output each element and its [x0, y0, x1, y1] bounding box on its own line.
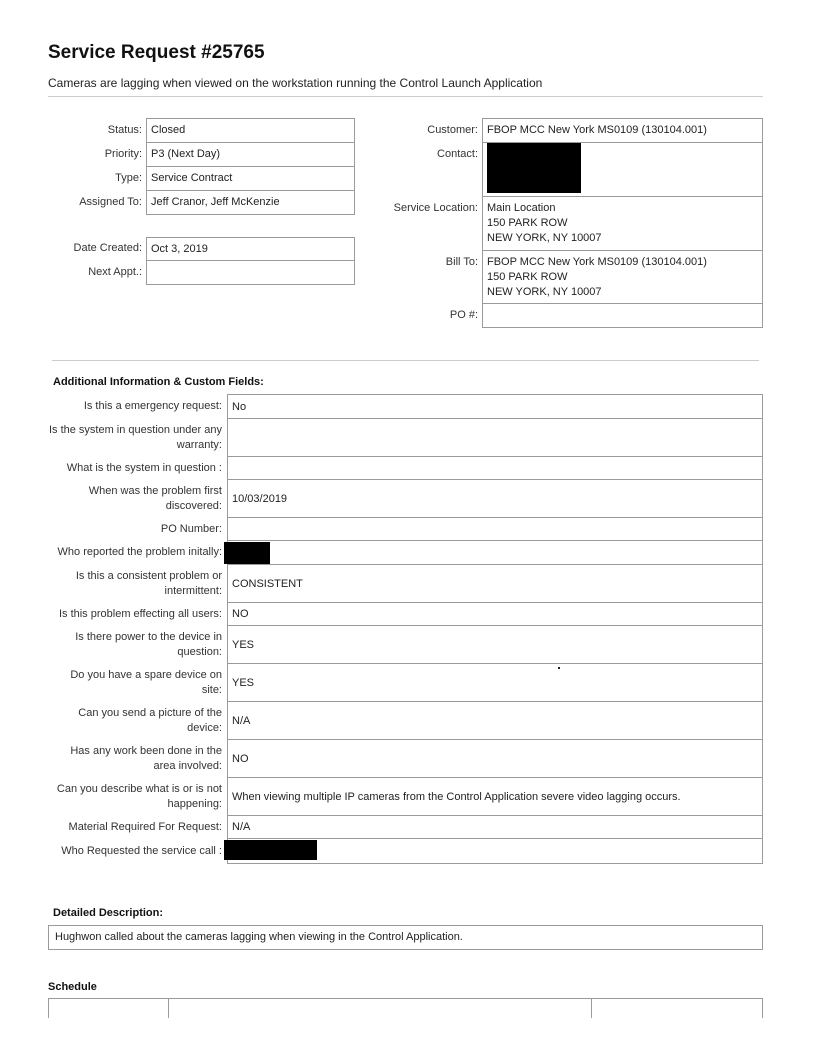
- po-label: PO #:: [449, 309, 478, 321]
- af-value-emergency: No: [227, 395, 763, 419]
- af-label-material: Material Required For Request:: [68, 820, 222, 833]
- bill-to-line-1: FBOP MCC New York MS0109 (130104.001): [487, 256, 707, 268]
- bill-to-line-2: 150 PARK ROW: [487, 271, 568, 283]
- af-label-po-number: PO Number:: [160, 522, 222, 535]
- requested-by-redaction: [224, 840, 317, 860]
- af-label-reported-by: Who reported the problem initally:: [57, 546, 222, 558]
- schedule-title: Schedule: [48, 981, 97, 993]
- reported-by-redaction: [224, 542, 270, 564]
- priority-label: Priority:: [104, 148, 142, 160]
- af-value-power: YES: [227, 626, 763, 664]
- af-value-consistent: CONSISTENT: [227, 565, 763, 603]
- af-label-spare-device: Do you have a spare device on site:: [70, 668, 222, 696]
- description-title: Detailed Description:: [53, 907, 164, 919]
- page-title: Service Request #25765: [48, 42, 265, 63]
- date-created-label: Date Created:: [73, 242, 142, 254]
- date-created-value: Oct 3, 2019: [151, 243, 208, 255]
- service-location-line-1: Main Location: [487, 202, 556, 214]
- af-value-warranty: [227, 419, 763, 457]
- additional-info-title: Additional Information & Custom Fields:: [53, 376, 264, 388]
- af-value-spare-device: YES: [227, 664, 763, 702]
- customer-label: Customer:: [427, 124, 478, 136]
- af-value-system: [227, 457, 763, 480]
- service-location-line-3: NEW YORK, NY 10007: [487, 232, 602, 244]
- af-label-picture: Can you send a picture of the device:: [78, 706, 222, 734]
- af-value-material: N/A: [227, 816, 763, 839]
- service-location-line-2: 150 PARK ROW: [487, 217, 568, 229]
- af-label-requested-by: Who Requested the service call :: [61, 844, 222, 857]
- status-label: Status:: [107, 124, 142, 136]
- af-label-first-discovered: When was the problem first discovered:: [88, 484, 222, 512]
- type-value: Service Contract: [151, 172, 233, 184]
- af-label-emergency: Is this a emergency request:: [83, 400, 222, 412]
- priority-value: P3 (Next Day): [151, 148, 221, 160]
- bill-to-label: Bill To:: [445, 256, 478, 268]
- contact-label: Contact:: [437, 148, 478, 160]
- stray-dot: [558, 667, 560, 669]
- af-value-all-users: NO: [227, 603, 763, 626]
- contact-redaction: [487, 143, 581, 193]
- af-label-power: Is there power to the device in question:: [75, 630, 222, 658]
- af-label-work-done: Has any work been done in the area involved:: [70, 744, 222, 772]
- af-value-first-discovered: 10/03/2019: [227, 480, 763, 518]
- header-divider: [48, 96, 763, 97]
- af-label-all-users: Is this problem effecting all users:: [58, 607, 222, 620]
- af-value-describe: When viewing multiple IP cameras from the Control Application severe video lagging occurs.: [227, 778, 763, 816]
- page-subtitle: Cameras are lagging when viewed on the workstation running the Control Launch Application: [48, 76, 543, 90]
- af-value-po-number: [227, 518, 763, 541]
- af-value-work-done: NO: [227, 740, 763, 778]
- description-text: Hughwon called about the cameras lagging when viewing in the Control Application.: [55, 931, 463, 943]
- service-location-label: Service Location:: [393, 202, 478, 214]
- section-divider: [52, 360, 759, 361]
- af-value-picture: N/A: [227, 702, 763, 740]
- customer-value: FBOP MCC New York MS0109 (130104.001): [487, 124, 707, 136]
- assigned-to-label: Assigned To:: [79, 196, 142, 208]
- af-label-consistent: Is this a consistent problem or intermittent:: [75, 569, 222, 597]
- af-label-system: What is the system in question :: [66, 461, 222, 474]
- af-label-warranty: Is the system in question under any warranty:: [48, 423, 222, 451]
- status-value: Closed: [151, 124, 186, 136]
- type-label: Type:: [115, 172, 142, 184]
- bill-to-line-3: NEW YORK, NY 10007: [487, 286, 602, 298]
- af-label-describe: Can you describe what is or is not happening:: [56, 782, 222, 810]
- af-value-reported-by: [227, 541, 763, 565]
- next-appt-label: Next Appt.:: [88, 266, 142, 278]
- po-field: [482, 303, 763, 328]
- assigned-to-value: Jeff Cranor, Jeff McKenzie: [151, 196, 280, 208]
